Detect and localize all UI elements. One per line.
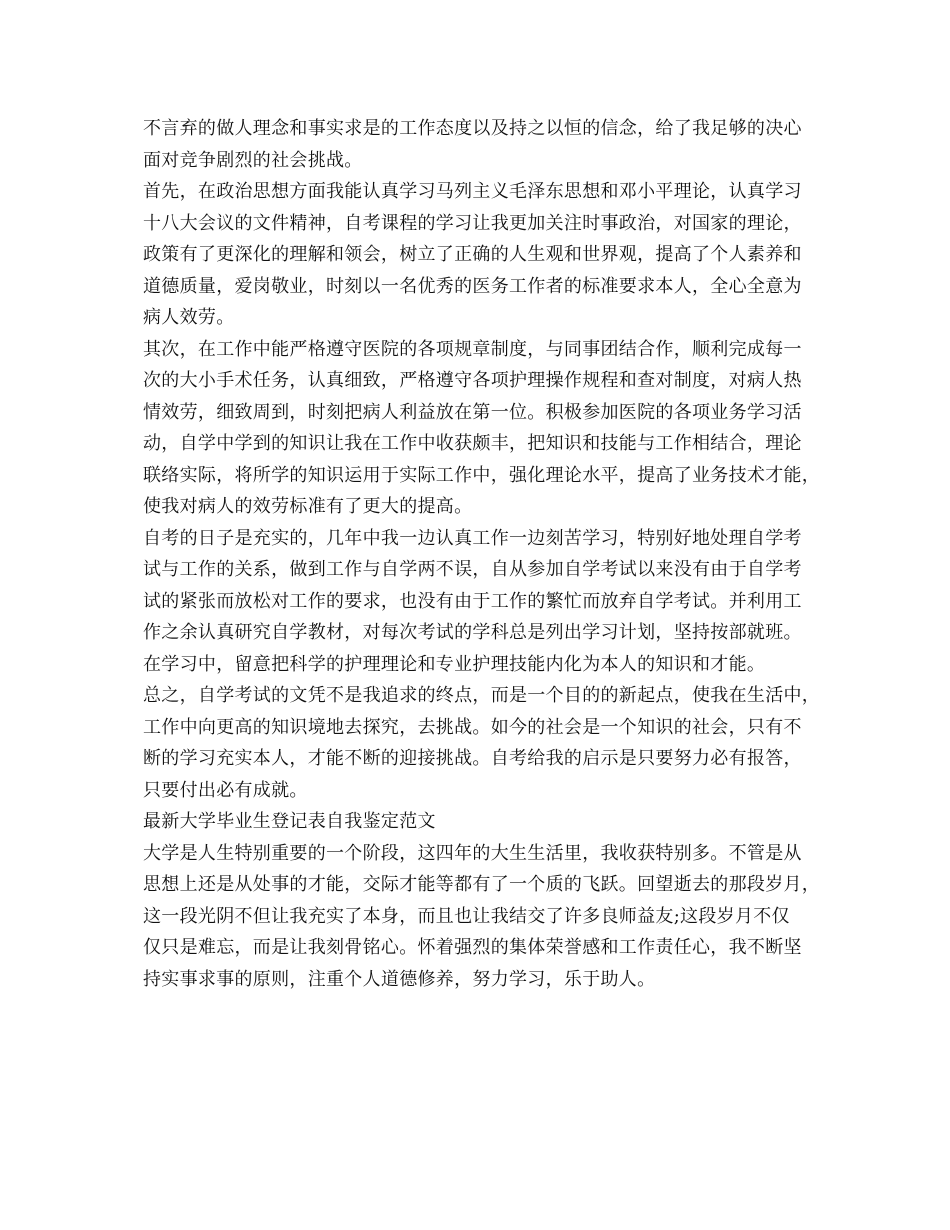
text-line: 不言弃的做人理念和事实求是的工作态度以及持之以恒的信念，给了我足够的决心 (143, 118, 802, 139)
text-line: 仅只是难忘，而是让我刻骨铭心。怀着强烈的集体荣誉感和工作责任心，我不断坚 (143, 937, 802, 958)
text-line: 在学习中，留意把科学的护理理论和专业护理技能内化为本人的知识和才能。 (143, 653, 766, 675)
document-page (143, 113, 823, 995)
text-line: 工作中向更高的知识境地去探究，去挑战。如今的社会是一个知识的社会，只有不 (143, 716, 802, 738)
text-line: 总之，自学考试的文凭不是我追求的终点，而是一个目的的新起点，使我在生活中， (143, 685, 821, 706)
heading-text: 最新大学毕业生登记表自我鉴定范文 (143, 811, 436, 832)
paragraph (143, 680, 823, 806)
paragraph (143, 334, 823, 523)
text-line: 只要付出必有成就。 (143, 779, 308, 801)
text-line: 病人效劳。 (143, 307, 235, 328)
text-line: 思想上还是从处事的才能，交际才能等都有了一个质的飞跃。回望逝去的那段岁月， (143, 874, 821, 895)
text-line: 政策有了更深化的理解和领会，树立了正确的人生观和世界观，提高了个人素养和 (143, 244, 802, 265)
text-line: 次的大小手术任务，认真细致，严格遵守各项护理操作规程和查对制度，对病人热 (143, 370, 802, 391)
text-line: 断的学习充实本人，才能不断的迎接挑战。自考给我的启示是只要努力必有报答， (143, 748, 802, 769)
text-line: 大学是人生特别重要的一个阶段，这四年的大生生活里，我收获特别多。不管是从 (143, 842, 802, 864)
text-line: 动，自学中学到的知识让我在工作中收获颇丰，把知识和技能与工作相结合，理论 (143, 433, 802, 454)
paragraph (143, 523, 823, 681)
text-line: 其次，在工作中能严格遵守医院的各项规章制度，与同事团结合作，顺利完成每一 (143, 338, 802, 360)
paragraph (143, 176, 823, 334)
text-line: 联络实际，将所学的知识运用于实际工作中，强化理论水平，提高了业务技术才能， (143, 464, 821, 486)
text-line: 持实事求事的原则，注重个人道德修养，努力学习，乐于助人。 (143, 968, 656, 990)
text-line: 十八大会议的文件精神，自考课程的学习让我更加关注时事政治，对国家的理论， (143, 212, 802, 234)
text-line: 试的紧张而放松对工作的要求，也没有由于工作的繁忙而放弃自学考试。并利用工 (143, 590, 802, 612)
text-line: 面对竞争剧烈的社会挑战。 (143, 149, 363, 171)
text-line: 作之余认真研究自学教材，对每次考试的学科总是列出学习计划，坚持按部就班。 (143, 622, 802, 643)
paragraph (143, 113, 823, 176)
text-line: 首先，在政治思想方面我能认真学习马列主义毛泽东思想和邓小平理论，认真学习 (143, 181, 802, 202)
paragraph (143, 838, 823, 996)
text-line: 自考的日子是充实的，几年中我一边认真工作一边刻苦学习，特别好地处理自学考 (143, 527, 802, 549)
text-line: 使我对病人的效劳标准有了更大的提高。 (143, 496, 473, 517)
text-line: 情效劳，细致周到，时刻把病人利益放在第一位。积极参加医院的各项业务学习活 (143, 401, 802, 423)
text-line: 这一段光阴不但让我充实了本身，而且也让我结交了许多良师益友;这段岁月不仅 (143, 905, 790, 927)
section-heading (143, 806, 823, 838)
text-line: 道德质量，爱岗敬业，时刻以一名优秀的医务工作者的标准要求本人，全心全意为 (143, 275, 802, 297)
text-line: 试与工作的关系，做到工作与自学两不误，自从参加自学考试以来没有由于自学考 (143, 559, 802, 580)
